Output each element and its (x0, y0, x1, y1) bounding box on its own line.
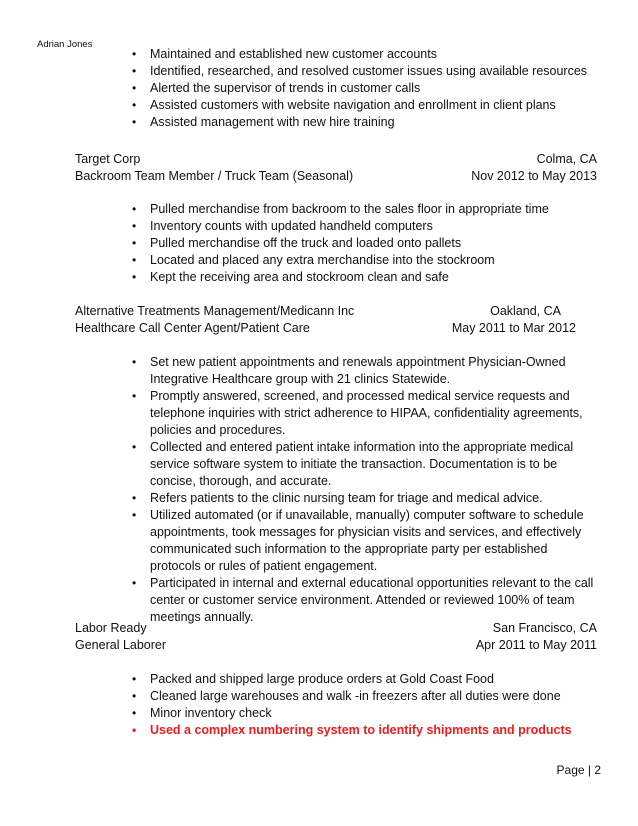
bullet-list (0, 46, 638, 131)
list-item: • Assisted customers with website navigation and enrollment in client plans (132, 98, 556, 112)
bullet-icon: • (132, 81, 137, 95)
list-item: • Located and placed any extra merchandise into the stockroom (132, 253, 495, 267)
list-item: • Kept the receiving area and stockroom clean and safe (132, 270, 449, 284)
job-dates: Apr 2011 to May 2011 (475, 638, 597, 652)
list-item: • Packed and shipped large produce orders at Gold Coast Food (132, 672, 494, 686)
list-item: • Promptly answered, screened, and processed medical service requests and telephone inquiries with strict adherence to HIPAA, confidentiality agreements, policies and procedures. (132, 389, 583, 437)
bullet-icon: • (132, 706, 137, 720)
job-dates: May 2011 to Mar 2012 (451, 321, 576, 335)
list-item: • Minor inventory check (132, 706, 272, 720)
bullet-icon: • (132, 236, 137, 250)
list-item: • Utilized automated (or if unavailable, manually) computer software to schedule appointments, took messages for physician visits and services, and effectively communicated such information to the appropriate party per established protocols or rules of patient engagement. (132, 508, 584, 573)
job-title: Healthcare Call Center Agent/Patient Care (75, 321, 310, 335)
header-name: Adrian Jones (37, 39, 93, 50)
bullet-icon: • (132, 723, 137, 737)
list-item: • Maintained and established new customer accounts (132, 47, 437, 61)
bullet-icon: • (132, 355, 137, 369)
bullet-icon: • (132, 202, 137, 216)
list-item: • Set new patient appointments and renewals appointment Physician-Owned Integrative Healthcare group with 21 clinics Statewide. (132, 355, 566, 386)
list-item: • Alerted the supervisor of trends in customer calls (132, 81, 421, 95)
bullet-icon: • (132, 219, 137, 233)
list-item: • Assisted management with new hire training (132, 115, 395, 129)
bullet-icon: • (132, 440, 137, 454)
bullet-list (0, 354, 638, 626)
bullet-list (0, 671, 638, 739)
company-name: Target Corp (75, 152, 141, 166)
page-number: Page | 2 (556, 763, 601, 777)
bullet-icon: • (132, 491, 137, 505)
list-item: • Collected and entered patient intake information into the appropriate medical service software system to initiate the transaction. Documentation is to be concise, thorough, and accurate. (132, 440, 574, 488)
bullet-icon: • (132, 576, 137, 590)
bullet-icon: • (132, 98, 137, 112)
job-location: San Francisco, CA (492, 621, 597, 635)
bullet-icon: • (132, 64, 137, 78)
list-item: • Cleaned large warehouses and walk -in freezers after all duties were done (132, 689, 561, 703)
bullet-icon: • (132, 689, 137, 703)
bullet-icon: • (132, 47, 137, 61)
bullet-icon: • (132, 508, 137, 522)
company-name: Labor Ready (75, 621, 147, 635)
list-item: • Pulled merchandise off the truck and loaded onto pallets (132, 236, 462, 250)
job-location: Colma, CA (536, 152, 597, 166)
list-item: • Identified, researched, and resolved customer issues using available resources (132, 64, 588, 78)
list-item: • Inventory counts with updated handheld computers (132, 219, 433, 233)
bullet-icon: • (132, 253, 137, 267)
list-item: • Refers patients to the clinic nursing team for triage and medical advice. (132, 491, 543, 505)
bullet-icon: • (132, 672, 137, 686)
job-title: Backroom Team Member / Truck Team (Seasonal) (75, 169, 354, 183)
job-dates: Nov 2012 to May 2013 (471, 169, 597, 183)
bullet-icon: • (132, 115, 137, 129)
list-item-highlighted: • Used a complex numbering system to identify shipments and products (132, 723, 572, 737)
list-item: • Participated in internal and external educational opportunities relevant to the call center or customer service environment. Attended or reviewed 100% of team meetings annually. (132, 576, 594, 624)
company-name: Alternative Treatments Management/Medicann Inc (75, 304, 355, 318)
job-title: General Laborer (75, 638, 167, 652)
job-location: Oakland, CA (490, 304, 561, 318)
bullet-list (0, 201, 638, 286)
bullet-icon: • (132, 389, 137, 403)
bullet-icon: • (132, 270, 137, 284)
list-item: • Pulled merchandise from backroom to the sales floor in appropriate time (132, 202, 549, 216)
